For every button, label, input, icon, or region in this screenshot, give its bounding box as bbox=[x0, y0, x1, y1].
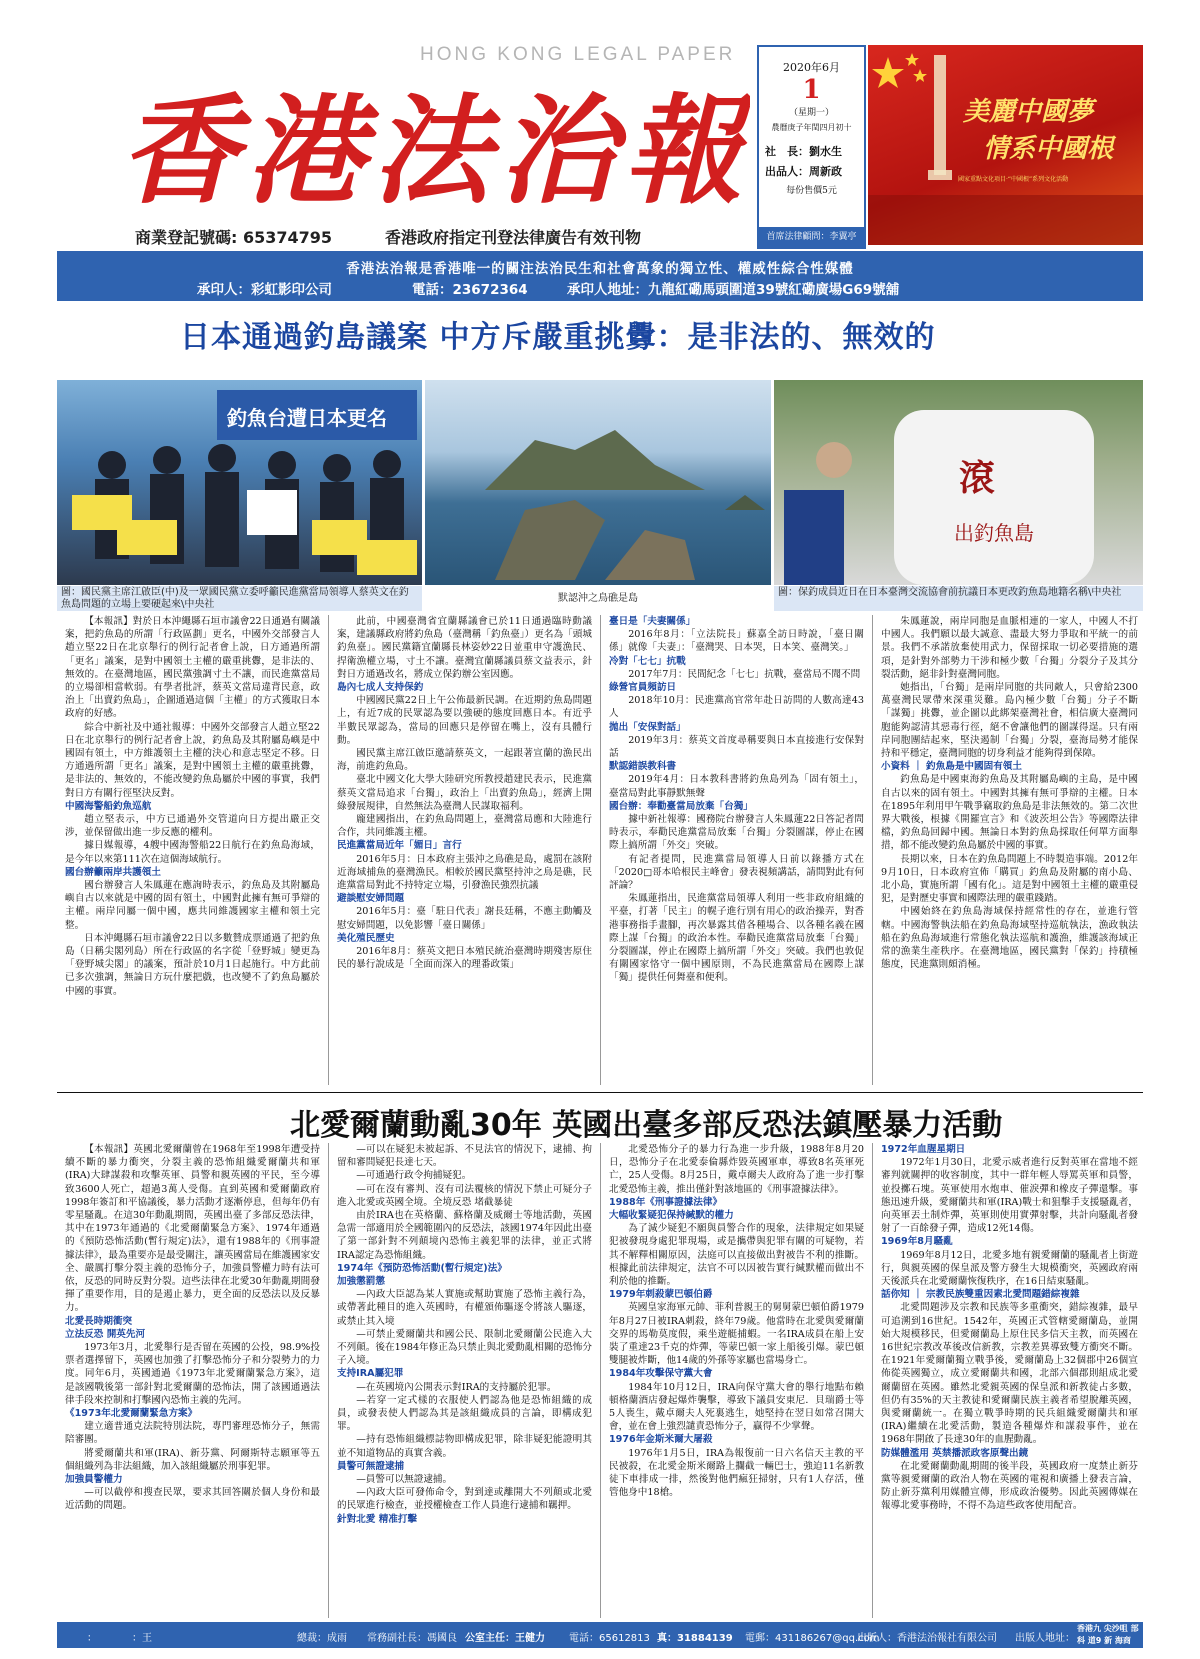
paragraph: 她指出，「台獨」是兩岸同胞的共同敵人，只會給2300萬臺灣民眾帶來深重災難。島內極少數「台獨」分子不斷「謀獨」挑釁，並企圖以此綁架臺灣社會，相信廣大臺灣同胞能夠認清其惡毒行徑，絕不會讓他們的圖謀得逞。只有兩岸同胞團結起來，堅決遏制「台獨」分裂，臺海局勢才能保持和平穩定，臺灣同胞的切身利益才能夠得到保障。 bbox=[881, 682, 1138, 760]
paragraph: —內政大臣認為某人實施或幫助實施了恐怖主義行為，或帶著此種目的進入英國時，有權頒佈驅逐令將該人驅逐，或禁止其入境 bbox=[337, 1289, 592, 1327]
paragraph: 北愛問題涉及宗教和民族等多重衝突，錯綜複雜，最早可追溯到16世紀。1542年，英國正式管轄愛爾蘭島，並開始大規模移民，但愛爾蘭島上原住民多信天主教，而英國在16世紀宗教改革後改信新教，宗教差異導致雙方衝突不斷。在1921年愛爾蘭獨立戰爭後，愛爾蘭島上32個郡中26個宣佈從英國獨立，成立愛爾蘭共和國，北部六個郡則組成北愛爾蘭留在英國。雖然北愛親英國的保皇派和新教徒占多數，但仍有35%的天主教徒和愛爾蘭民族主義者希望脫離英國，與愛爾蘭統一。在獨立戰爭時期的民兵組織愛爾蘭共和軍(IRA)繼續在北愛活動，製造各種爆炸和謀殺事件，並在1968年開啟了長達30年的血腥動亂。 bbox=[881, 1302, 1138, 1446]
article1-column-2 bbox=[337, 615, 592, 1085]
paragraph: 釣魚島是中國東海釣魚島及其附屬島嶼的主島，是中國自古以來的固有領土。中國對其擁有無可爭辯的主權。日本在1895年利用甲午戰爭竊取釣魚島是非法無效的。第二次世界大戰後，根據《開羅宣言》和《波茨坦公告》等國際法律檔，釣魚島回歸中國。無論日本對釣魚島採取任何單方面舉措，都不能改變釣魚島屬於中國的事實。 bbox=[881, 774, 1138, 852]
banner-advertisement[interactable] bbox=[868, 45, 1143, 245]
svg-text:滾: 滾 bbox=[959, 457, 996, 499]
article2-column-3 bbox=[609, 1143, 864, 1618]
footer-deputy: 常務副社長：馮國良 bbox=[367, 1633, 457, 1644]
paragraph: 龐建國指出，在釣魚島問題上，臺灣當局應和大陸進行合作，共同維護主權。 bbox=[337, 814, 592, 839]
footer-chief-editor: 總裁：成雨 bbox=[297, 1633, 347, 1644]
paragraph: 北愛恐怖分子的暴力行為進一步升級，1988年8月20日，恐怖分子在北愛泰倫縣炸毀英國軍車，導致8名英軍死亡，25人受傷。8月25日，戴卓爾夫人政府為了進一步打擊北愛恐怖主義，推出僅針對該地區的《刑事證據法律》。 bbox=[609, 1144, 864, 1195]
caption-middle-photo: 默認沖之鳥礁是島 bbox=[425, 586, 771, 611]
paragraph: 2016年8月：「立法院長」蘇嘉全訪日時說，「臺日關係」就像「夫妻」：「臺灣哭、日本哭，日本笑、臺灣笑。」 bbox=[609, 629, 864, 654]
second-headline: 北愛爾蘭動亂30年 英國出臺多部反恐法鎮壓暴力活動 bbox=[290, 1108, 1003, 1143]
paragraph: 日本沖繩縣石垣市議會22日以多數贊成票通過了把釣魚島（日稱尖閣列島）所在行政區的名字從「登野城」變更為「登野城尖閣」的議案，預計於10月1日起施行。中方此前已多次強調，無論日方玩什麼把戲，也改變不了釣魚島屬於中國的事實。 bbox=[65, 932, 320, 997]
banner-line1: 美麗中國夢 bbox=[963, 97, 1094, 127]
legal-designation: 香港政府指定刊登法律廣告有效刊物 bbox=[385, 228, 642, 247]
subheading: 島內七成人支持保釣 bbox=[337, 682, 424, 694]
paragraph: 有記者提問，民進黨當局領導人日前以錄播方式在「2020□哥本哈根民主峰會」發表視頻講話，請問對此有何評論？ bbox=[609, 853, 864, 892]
subheading: 美化殖民歷史 bbox=[337, 932, 395, 944]
paragraph: —可禁止愛爾蘭共和國公民、限制北愛爾蘭公民進入大不列顛。後在1984年修正為只禁止與北愛動亂相關的恐怖分子入境。 bbox=[337, 1328, 592, 1367]
paragraph: 趙立堅表示，中方已通過外交管道向日方提出嚴正交涉，並保留做出進一步反應的權利。 bbox=[65, 814, 320, 839]
footer-fax: 真：31884139 bbox=[657, 1633, 733, 1644]
article2-column-1 bbox=[65, 1143, 320, 1618]
subheading: 國台辦：奉勸臺當局放棄「台獨」 bbox=[609, 800, 753, 812]
paragraph: —持有恐怖組織標誌物即構成犯罪，除非疑犯能證明其並不知道物品的真實含義。 bbox=[337, 1434, 592, 1459]
paragraph: 1973年3月，北愛舉行是否留在英國的公投，98.9%投票者選擇留下，英國也加強了打擊恐怖分子和分裂勢力的力度。同年6月，英國通過《1973年北愛爾蘭緊急方案》，這是該國戰後第一部針對北愛爾蘭的恐怖法，開了該國通過法律手段來控制和打擊國內恐怖主義的先河。 bbox=[65, 1342, 320, 1406]
subheading: 避談慰安婦問題 bbox=[337, 893, 405, 905]
paragraph: 由於IRA也在英格蘭、蘇格蘭及威爾士等地活動，英國急需一部適用於全國範圍內的反恐法，該國1974年因此出臺了第一部針對不列顛境內恐怖主義犯罪的法律，並正式將IRA認定為恐怖組織。 bbox=[337, 1210, 592, 1261]
paragraph: 長期以來，日本在釣魚島問題上不時製造事端。2012年9月10日，日本政府宣佈「購買」釣魚島及附屬的南小島、北小島，實施所謂「國有化」。這是對中國領土主權的嚴重侵犯，是對歷史事實和國際法理的嚴重踐踏。 bbox=[881, 853, 1138, 905]
subheading: 1969年8月騷亂 bbox=[881, 1236, 953, 1248]
president: 社 長：劉水生 bbox=[765, 145, 842, 158]
paragraph: 2016年8月：蔡英文把日本殖民統治臺灣時期殘害原住民的暴行說成是「全面而深入的理番政策」 bbox=[337, 946, 592, 971]
footer-address: 香港九 尖沙咀 部科 道9 新 海商 中心2 211室 bbox=[1077, 1624, 1139, 1657]
photo-protester-shirt bbox=[774, 380, 1143, 585]
subheading: 北愛長時期衝突 bbox=[65, 1315, 133, 1327]
subheading: 話你知 ｜ 宗教民族雙重因素北愛問題錯綜複雜 bbox=[881, 1289, 1080, 1301]
star-icon bbox=[913, 69, 927, 82]
paragraph: 2019年4月：日本教科書將釣魚島列為「固有領土」，臺當局對此事靜默無聲 bbox=[609, 774, 864, 799]
paragraph: 中國始終在釣魚島海域保持經常性的存在，並進行管轄。中國海警執法船在釣魚島海域堅持巡航執法，漁政執法船在釣魚島海域進行常態化執法巡航和護漁，維護該海域正常的漁業生產秩序。在臺灣地區，國民黨對「保釣」持積極態度，民進黨則頗消極。 bbox=[881, 906, 1138, 971]
article1-column-4 bbox=[881, 615, 1138, 1085]
paragraph: 據日媒報導，4艘中國海警船22日航行在釣魚島海域，是今年以來第111次在這個海域航行。 bbox=[65, 840, 320, 865]
printer: 承印人：彩虹影印公司 bbox=[197, 282, 332, 298]
caption-left-photo: 圖：國民黨主席江啟臣(中)及一眾國民黨立委呼籲民進黨當局領導人蔡英文在釣魚島問題的立場上要硬起來\中央社 bbox=[57, 586, 422, 611]
monument-icon bbox=[934, 55, 946, 175]
subheading: 民進黨當局近年「媚日」言行 bbox=[337, 840, 462, 852]
main-headline: 日本通過釣島議案 中方斥嚴重挑釁：是非法的、無效的 bbox=[180, 320, 936, 355]
paragraph: 綜合中新社及中通社報導：中國外交部發言人趙立堅22日在北京舉行的例行記者會上說，釣魚島及其附屬島嶼是中國固有領土，中方維護領土主權的決心和意志堅定不移。日方通過所謂「更名」議案，是對中國領土主權的嚴重挑釁，是非法的、無效的，不能改變釣魚島屬於中國的事實，我們對日方有關行徑堅決反對。 bbox=[65, 721, 320, 799]
footer-address-label: 出版人地址： bbox=[1015, 1633, 1075, 1644]
paragraph: 英國皇家海軍元帥、菲利普親王的舅舅蒙巴頓伯爵1979年8月27日被IRA刺殺，終年79歲。他當時在北愛與愛爾蘭交界的馬勒莫度假，乘坐遊艇捕蝦。一名IRA成員在船上安裝了重達23千克的炸彈，等蒙巴頓一家上船後引爆。蒙巴頓雙腿被炸斷，他14歲的外孫等家屬也當場身亡。 bbox=[609, 1302, 864, 1367]
footer-office-director: 公室主任：王健力 bbox=[465, 1633, 545, 1644]
paragraph: —若穿一定式樣的衣服使人們認為他是恐怖組織的成員，或發表使人們認為其是該組織成員的言論，即構成犯罪。 bbox=[337, 1394, 592, 1433]
paragraph: —員警可以無證逮捕。 bbox=[356, 1474, 453, 1486]
paragraph: 2018年10月：民進黨高官常年赴日訪問的人數高達43人 bbox=[609, 695, 864, 720]
shirt-text: 出釣魚島 bbox=[954, 521, 1034, 545]
legal-advisor: 首席法律顧問：李翼亭 bbox=[759, 227, 864, 247]
paragraph: 1972年1月30日，北愛示威者進行反對英軍在當地不經審判就關押的收容制度，其中一群年輕人辱罵英軍和員警，並投擲石塊。英軍使用水炮車、催淚彈和橡皮子彈還擊。事態迅速升級，愛爾蘭共和軍(IRA)戰士和狙擊手支援騷亂者，向英軍丟土制炸彈，英軍則使用實彈射擊，共計向騷亂者發射了一百餘發子彈，造成12死14傷。 bbox=[881, 1157, 1138, 1235]
paragraph: 據中新社報導：國務院台辦發言人朱鳳蓮22日答記者問時表示，奉勸民進黨當局放棄「台獨」分裂圖謀，停止在國際上搞所謂「外交」突破。 bbox=[609, 814, 864, 852]
issue-weekday: （星期一） bbox=[788, 108, 834, 118]
subheading: 臺日是「夫妻關係」 bbox=[609, 616, 696, 627]
paragraph: 1976年1月5日，IRA為報復前一日六名信天主教的平民被殺，在北愛金斯米爾路上攔截一輛巴士，強迫11名新教徒下車排成一排，然後對他們瘋狂掃射，只有1人存活，僅管他身中18槍。 bbox=[609, 1447, 864, 1499]
footer-email: 電郵：431186267@qq.com bbox=[745, 1633, 880, 1644]
footer-editor: ： ：王 bbox=[87, 1633, 152, 1644]
subheading: 綠營官員頻訪日 bbox=[609, 682, 677, 694]
lunar-date: 農曆庚子年閏四月初十 bbox=[771, 123, 852, 132]
china-dream-banner bbox=[868, 45, 1143, 245]
island-shape bbox=[485, 430, 705, 490]
paragraph: 在北愛爾蘭動亂期間的後半段，英國政府一度禁止新芬黨等親愛爾蘭的政治人物在英國的電視和廣播上發表言論，防止新芬黨利用媒體宣傳，形成政治優勢。因此英國傳媒在報導北愛事務時，不得不為這些政客使用配音。 bbox=[881, 1460, 1138, 1512]
tagline: 香港法治報是香港唯一的關注法治民生和社會萬象的獨立性、權威性綜合性媒體 bbox=[346, 261, 854, 277]
paragraph: 2016年5月：臺「駐日代表」謝長廷稱，不應主動觸及慰安婦問題，以免影響「臺日關係」 bbox=[337, 906, 592, 931]
photo-diaoyu-island bbox=[425, 380, 771, 585]
footer-publisher: 出版人：香港法治報社有限公司 bbox=[857, 1633, 997, 1644]
caption-right-photo: 圖：保釣成員近日在日本臺灣交流協會前抗議日本更改釣魚島地籍名稱\中央社 bbox=[774, 586, 1143, 611]
paragraph: 1984年10月12日，IRA向保守黨大會的舉行地點布賴頓格蘭酒店發起爆炸襲擊，導致下議員安東尼．貝瑞爵士等5人喪生，戴卓爾夫人死裏逃生，她堅持在翌日如常召開大會，並在會上強烈譴責恐怖分子，贏得不少掌聲。 bbox=[609, 1381, 864, 1433]
publisher: 出品人：周新政 bbox=[765, 165, 842, 178]
paragraph: —可在沒有審判、沒有司法覆核的情況下禁止可疑分子進入北愛或英國全境。全境反恐 堵截暴徒 bbox=[337, 1183, 592, 1208]
paragraph: 2019年3月：蔡英文首度尋稱要與日本直接進行安保對話 bbox=[609, 734, 864, 760]
subheading: 冷對「七七」抗戰 bbox=[609, 655, 686, 667]
paragraph: 朱鳳蓮指出，民進黨當局領導人利用一些非政府組織的平臺，打著「民主」的幌子進行別有用心的政治操弄，對香港事務指手畫腳，再次暴露其借各種場合、以各種名義在國際上謀「台獨」的政治本性。奉勸民進黨當局放棄「台獨」分裂圖謀，停止在國際上搞所謂「外交」突破。我們也敦促有關國家恪守一個中國原則，不為民進黨當局在國際上謀「獨」提供任何舞臺和便利。 bbox=[609, 893, 864, 984]
subheading: 1984年攻擊保守黨大會 bbox=[609, 1368, 713, 1380]
subheading: 1988年《刑事證據法律》 bbox=[609, 1196, 723, 1208]
paragraph: —可以在疑犯未被起訴、不見法官的情況下，逮捕、拘留和審問疑犯長達七天。 bbox=[337, 1144, 592, 1169]
article1-column-3 bbox=[609, 615, 864, 1085]
star-icon bbox=[872, 57, 904, 88]
masthead-english-name: HONG KONG LEGAL PAPER bbox=[420, 44, 736, 65]
subheading: 防媒體濫用 英禁播派政客原聲出鏡 bbox=[881, 1447, 1029, 1459]
paragraph: 2017年7月：民間紀念「七七」抗戰，臺當局不聞不問 bbox=[628, 668, 861, 680]
issue-year-month: 2020年6月 bbox=[783, 61, 840, 74]
subheading: 默認錯誤教科書 bbox=[609, 761, 677, 773]
paragraph: 朱鳳蓮說，兩岸同胞是血脈相連的一家人，中國人不打中國人。我們願以最大誠意、盡最大努力爭取和平統一的前景。我們不承諾放棄使用武力，保留採取一切必要措施的選項，是針對外部勢力干涉和極少數「台獨」分裂分子及其分裂活動，絕非針對臺灣同胞。 bbox=[881, 616, 1138, 680]
paragraph: 建立適普通克法院特別法院，專門審理恐怖分子，無需陪審團。 bbox=[65, 1421, 320, 1446]
logo-text: 香港法治報 bbox=[120, 81, 750, 220]
subheading: 立法反恐 開英先河 bbox=[65, 1328, 146, 1340]
star-icon bbox=[905, 53, 919, 66]
subheading: 支持IRA屬犯罪 bbox=[337, 1368, 404, 1380]
article2-column-4 bbox=[881, 1143, 1138, 1618]
subheading: 拋出「安保對話」 bbox=[609, 721, 686, 733]
sign-text: 釣魚台遭日本更名 bbox=[227, 406, 387, 430]
paragraph: —可以截停和搜查民眾，要求其回答關於個人身份和最近活動的問題。 bbox=[65, 1487, 320, 1512]
paragraph: 【本報訊】對於日本沖繩縣石垣市議會22日通過有關議案，把釣魚島的所謂「行政區劃」更名，中國外交部發言人趙立堅22日在北京舉行的例行記者會上說，日方通過所謂「更名」議案，是對中國領土主權的嚴重挑釁，是非法的、無效的。在臺灣地區，國民黨強調寸土不讓，而民進黨當局的立場卻相當軟弱。有學者批評，蔡英文當局違背民意，政治上「出賣釣魚島」，企圖通過這個「主權」的方式獲取日本政府的好感。 bbox=[65, 616, 320, 720]
date-box bbox=[757, 45, 866, 249]
subheading: 小資料 ｜ 釣魚島是中國固有領土 bbox=[881, 761, 1022, 773]
banner-subtitle: 國家重點文化項目·“中國根”系列文化活動 bbox=[958, 176, 1069, 183]
paragraph: —可通過行政令拘捕疑犯。 bbox=[356, 1170, 472, 1182]
article1-column-1 bbox=[65, 615, 320, 1085]
subheading: 針對北愛 精准打擊 bbox=[337, 1513, 418, 1525]
article2-column-2 bbox=[337, 1143, 592, 1618]
paragraph: 1969年8月12日，北愛多地有親愛爾蘭的騷亂者上街遊行，與親英國的保皇派及警方發生大規模衝突，英國政府兩天後派兵在北愛爾蘭恢復秩序，在16日結束騷亂。 bbox=[881, 1249, 1138, 1288]
newspaper-logo bbox=[110, 72, 750, 222]
footer-bar bbox=[57, 1622, 1143, 1657]
subheading: 1972年血腥星期日 bbox=[881, 1144, 966, 1155]
subheading: 中國海警船釣魚巡航 bbox=[65, 800, 152, 812]
paragraph: 此前，中國臺灣省宜蘭縣議會已於11日通過臨時動議案，建議縣政府將釣魚島（臺灣稱「釣魚臺」）更名為「頭城釣魚臺」。國民黨籍宜蘭縣長林姿妙22日並重申守護漁民、捍衛漁權立場，寸土不讓。臺灣宜蘭縣議員蔡文益表示，針對日方通過改名，將成立保釣辦公室因應。 bbox=[337, 616, 592, 680]
printer-address: 承印人地址：九龍紅磡馬頭圍道39號紅磡廣場G69號舖 bbox=[567, 282, 900, 298]
subheading: 員警可無證逮捕 bbox=[337, 1460, 405, 1472]
paragraph: 2016年5月：日本政府主張沖之鳥礁是島，處罰在該附近海域捕魚的臺灣漁民。相較於國民黨堅持沖之鳥是礁，民進黨當局對此不持特定立場，引發漁民強烈抗議 bbox=[337, 853, 592, 892]
paragraph: 為了減少疑犯不願與員警合作的現象，法律規定如果疑犯被發現身處犯罪現場，或是攜帶與犯罪有關的可疑物，若其不解釋相關原因，法庭可以直接做出對被告不利的推斷。根據此前法律規定，法官不可以因被告實行緘默權而做出不利於他的推斷。 bbox=[609, 1223, 864, 1288]
subheading: 《1973年北愛爾蘭緊急方案》 bbox=[65, 1408, 198, 1420]
subheading: 1976年金斯米爾大屠殺 bbox=[609, 1434, 713, 1446]
paragraph: 【本報訊】英國北愛爾蘭曾在1968年至1998年遭受持續不斷的暴力衝突，分裂主義的恐怖組織愛爾蘭共和軍(IRA)大肆謀殺和攻擊英軍、員警和親英國的平民，至今導致3600人死亡，超過3萬人受傷。直到英國和愛爾蘭政府1998年簽訂和平協議後，暴力活動才逐漸停息，但每年仍有零星騷亂。在這30年動亂期間，英國出臺了多部反恐法律，其中在1973年通過的《北愛爾蘭緊急方案》、1974年通過的《預防恐怖活動(暫行規定)法》，還有1988年的《刑事證據法律》，最為重要亦是最受關注，讓英國當局在維護國家安全、嚴厲打擊分裂主義的恐怖分子，加強員警權力時有法可依，反恐的同時反對分裂。這些法律在北愛30年動亂期間發揮了重要作用，目的是遏止暴力，更全面的反恐法以及反暴力。 bbox=[65, 1144, 320, 1314]
paragraph: 國民黨主席江啟臣邀請蔡英文，一起跟著宣蘭的漁民出海，前進釣魚島。 bbox=[337, 748, 592, 773]
subheading: 1979年刺殺蒙巴頓伯爵 bbox=[609, 1289, 713, 1301]
paragraph: 臺北中國文化大學大陸研究所教授趙建民表示，民進黨蔡英文當局追求「台獨」，政治上「出賣釣魚島」，經濟上開綠發展規律，自然無法為臺灣人民謀取福利。 bbox=[337, 774, 592, 812]
price: 每份售價5元 bbox=[786, 186, 837, 196]
photo-protest-legislators bbox=[57, 380, 422, 585]
paragraph: —內政大臣可發佈命令，對到達或離開大不列顛或北愛的民眾進行檢查，並授權檢查工作人員進行逮捕和羈押。 bbox=[337, 1487, 592, 1512]
subheading: 國台辦籲兩岸共護領土 bbox=[65, 866, 161, 878]
footer-tel: 電話：65612813 bbox=[569, 1633, 650, 1644]
subheading: 加強員警權力 bbox=[65, 1474, 123, 1486]
paragraph: 中國國民黨22日上午公佈最新民調。在近期釣魚島問題上，有近7成的民眾認為要以強硬的態度回應日本。有近乎半數民眾認為，當局的回應只是停留在嘴上，沒有具體行動。 bbox=[337, 695, 592, 746]
subheading: 1974年《預防恐怖活動(暫行規定)法》 bbox=[337, 1262, 507, 1274]
issue-day: 1 bbox=[802, 75, 821, 105]
banner-line2: 情系中國根 bbox=[983, 134, 1114, 164]
subheading: 加強懲罰懲 bbox=[337, 1276, 385, 1288]
paragraph: 將愛爾蘭共和軍(IRA)、新芬黨、阿爾斯特志願軍等五個組織列為非法組織，加入該組織屬於刑事犯罪。 bbox=[65, 1447, 320, 1472]
info-bar bbox=[57, 251, 1143, 301]
paragraph: —在英國境內公開表示對IRA的支持屬於犯罪。 bbox=[356, 1381, 557, 1393]
subheading: 大幅收緊疑犯保持緘默的權力 bbox=[609, 1210, 734, 1222]
printer-phone: 電話：23672364 bbox=[412, 282, 528, 298]
paragraph: 國台辦發言人朱鳳蓮在應詢時表示，釣魚島及其附屬島嶼自古以來就是中國的固有領土，中國對此擁有無可爭辯的主權。兩岸同屬一個中國，應共同維護國家主權和領土完整。 bbox=[65, 880, 320, 931]
registration-number: 商業登記號碼: 65374795 bbox=[135, 228, 333, 247]
